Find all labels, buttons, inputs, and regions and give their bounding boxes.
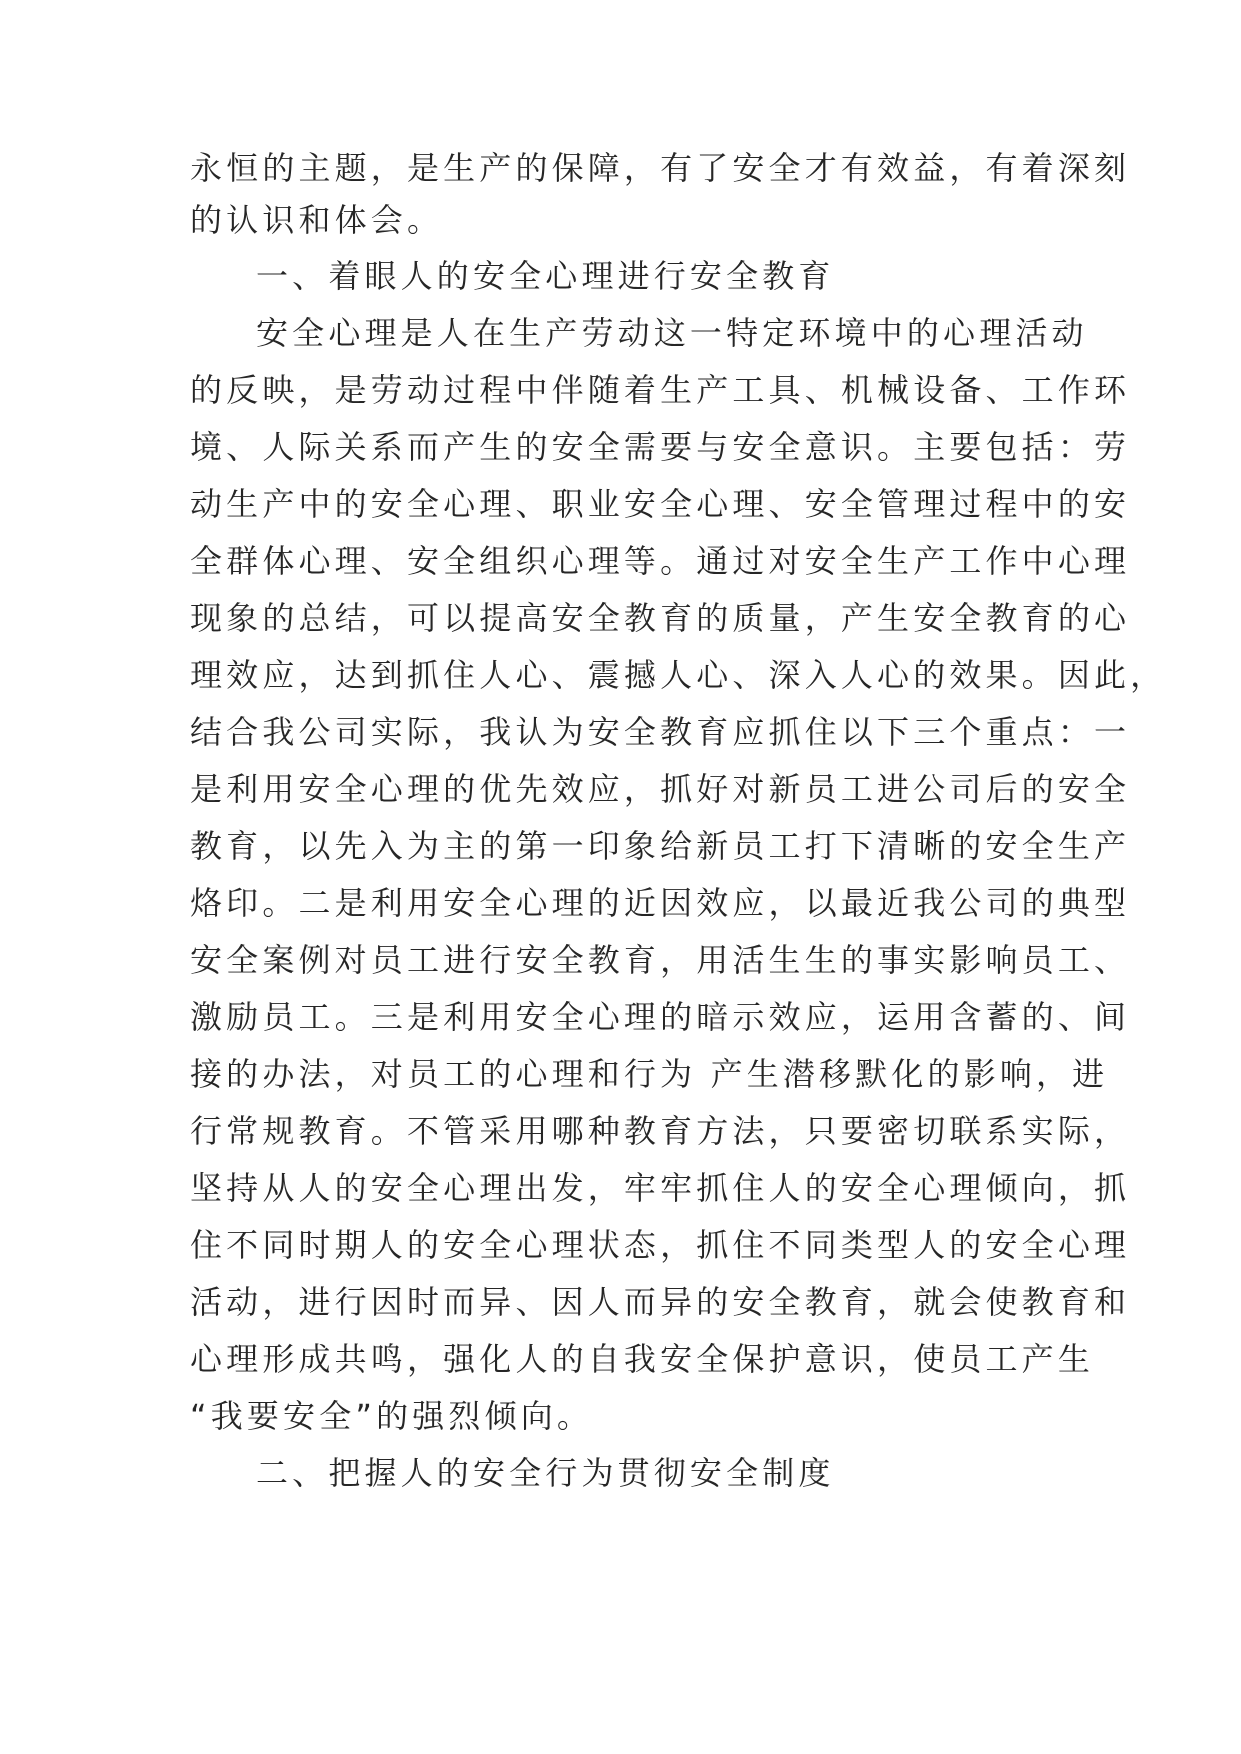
- text-line: 激励员工。三是利用安全心理的暗示效应，运用含蓄的、间: [190, 998, 1131, 1036]
- text-line: 住不同时期人的安全心理状态，抓住不同类型人的安全心理: [190, 1226, 1131, 1264]
- text-line: 动生产中的安全心理、职业安全心理、安全管理过程中的安: [190, 485, 1131, 523]
- text-line: 坚持从人的安全心理出发，牢牢抓住人的安全心理倾向，抓: [190, 1169, 1131, 1207]
- text-line: 全群体心理、安全组织心理等。通过对安全生产工作中心理: [190, 542, 1131, 580]
- text-line: 活动，进行因时而异、因人而异的安全教育，就会使教育和: [190, 1283, 1131, 1321]
- text-line: 的认识和体会。: [190, 201, 444, 239]
- text-line: “我要安全”的强烈倾向。: [190, 1397, 594, 1435]
- text-line: 是利用安全心理的优先效应，抓好对新员工进公司后的安全: [190, 770, 1131, 808]
- text-line: 心理形成共鸣，强化人的自我安全保护意识，使员工产生: [190, 1340, 1095, 1378]
- text-line: 现象的总结，可以提高安全教育的质量，产生安全教育的心: [190, 599, 1131, 637]
- text-line: 接的办法，对员工的心理和行为 产生潜移默化的影响，进: [190, 1055, 1109, 1093]
- text-line: 理效应，达到抓住人心、震撼人心、深入人心的效果。因此，: [190, 656, 1167, 694]
- text-line: 教育，以先入为主的第一印象给新员工打下清晰的安全生产: [190, 827, 1131, 865]
- text-line: 行常规教育。不管采用哪种教育方法，只要密切联系实际，: [190, 1112, 1131, 1150]
- text-line: 烙印。二是利用安全心理的近因效应，以最近我公司的典型: [190, 884, 1131, 922]
- text-line: 结合我公司实际，我认为安全教育应抓住以下三个重点：一: [190, 713, 1131, 751]
- text-line: 的反映，是劳动过程中伴随着生产工具、机械设备、工作环: [190, 371, 1131, 409]
- text-line: 境、人际关系而产生的安全需要与安全意识。主要包括：劳: [190, 428, 1131, 466]
- section-heading-2: 二、把握人的安全行为贯彻安全制度: [256, 1454, 835, 1492]
- section-heading-1: 一、着眼人的安全心理进行安全教育: [256, 257, 835, 295]
- text-line: 安全案例对员工进行安全教育，用活生生的事实影响员工、: [190, 941, 1131, 979]
- paragraph-first-line: 安全心理是人在生产劳动这一特定环境中的心理活动: [256, 314, 1088, 352]
- text-line: 永恒的主题，是生产的保障，有了安全才有效益，有着深刻: [190, 149, 1131, 187]
